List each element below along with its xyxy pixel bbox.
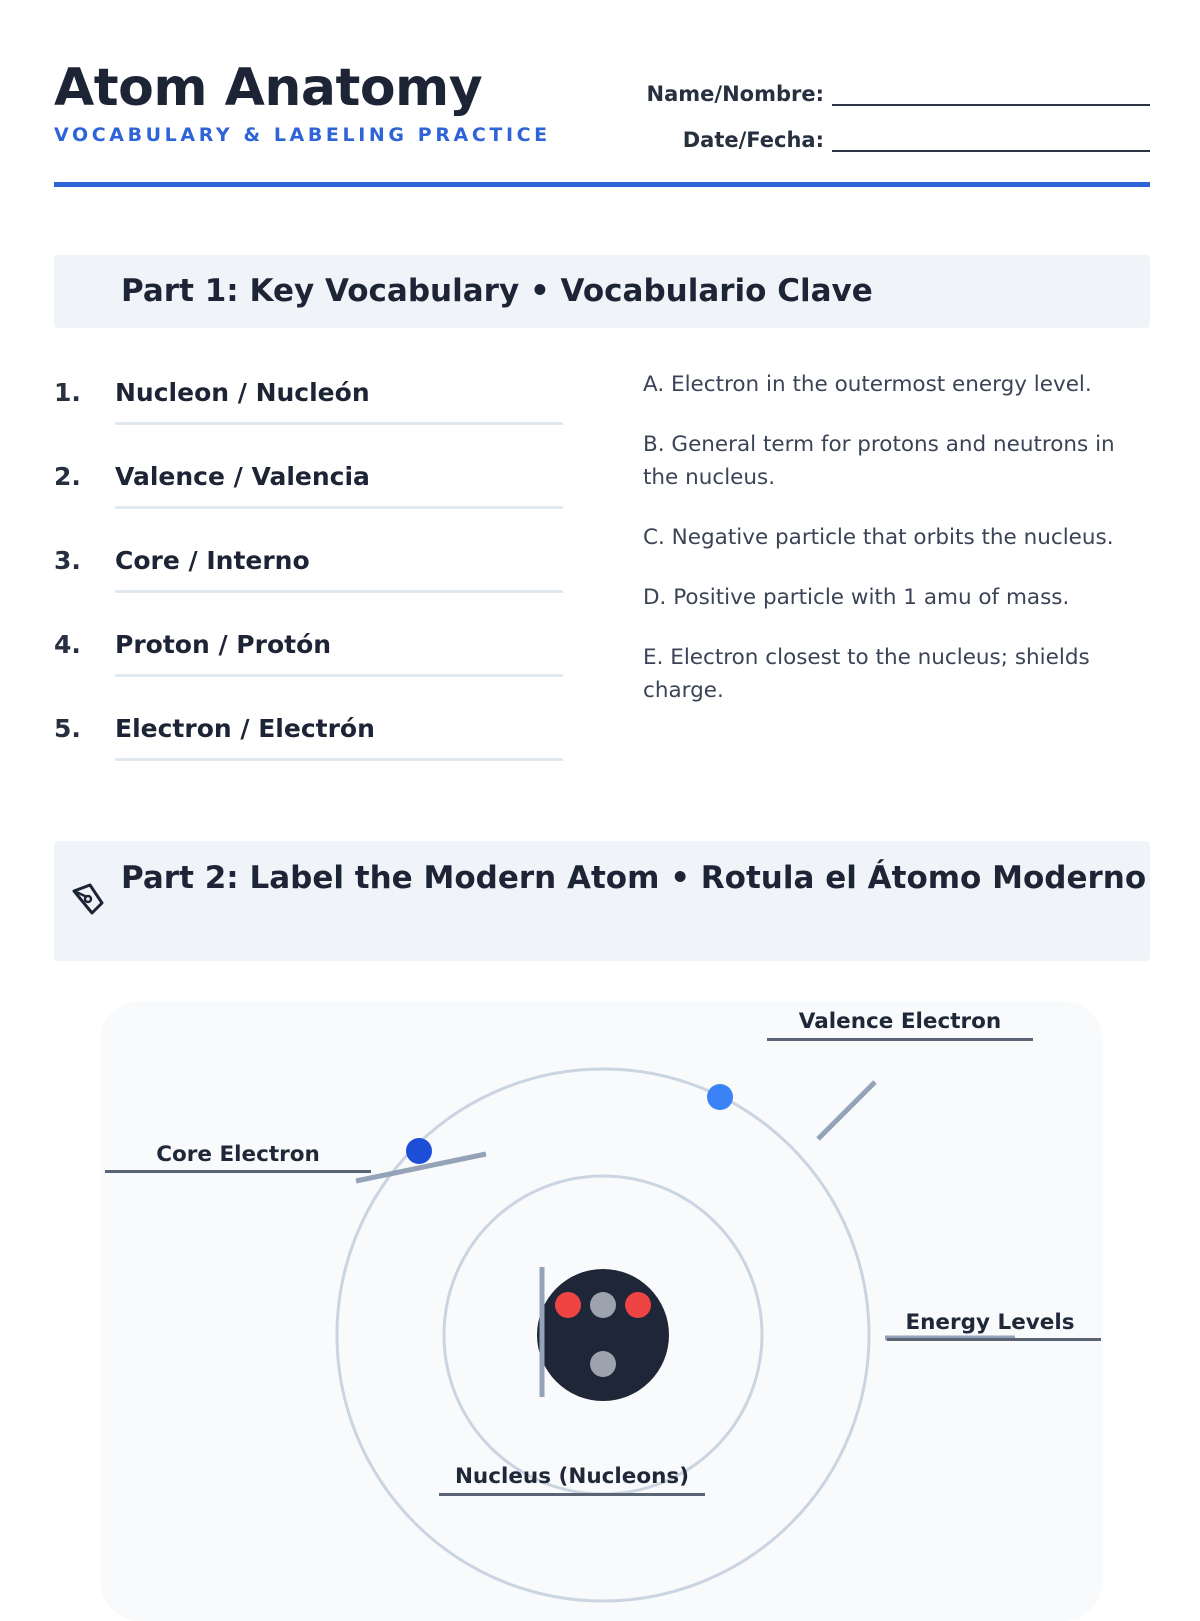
answer-line[interactable] bbox=[115, 422, 563, 425]
vocab-item bbox=[54, 456, 564, 540]
core-electron-label: Core Electron bbox=[156, 1142, 320, 1167]
vocab-item bbox=[54, 372, 564, 456]
neutron bbox=[590, 1351, 616, 1377]
definition-list bbox=[643, 368, 1153, 734]
proton bbox=[625, 1292, 651, 1318]
header-divider bbox=[54, 182, 1150, 187]
part2-heading: Part 2: Label the Modern Atom • Rotula el Átomo Moderno bbox=[121, 860, 1147, 896]
energy-label-line[interactable] bbox=[887, 1338, 1101, 1341]
page-title: Atom Anatomy bbox=[54, 58, 483, 118]
valence-pointer bbox=[818, 1082, 875, 1139]
definition-item: D. Positive particle with 1 amu of mass. bbox=[643, 585, 1070, 610]
vocab-number: 1. bbox=[54, 378, 81, 407]
core-electron bbox=[406, 1138, 432, 1164]
answer-line[interactable] bbox=[115, 590, 563, 593]
core-label-line[interactable] bbox=[105, 1170, 371, 1173]
answer-line[interactable] bbox=[115, 758, 563, 761]
page-subtitle: VOCABULARY & LABELING PRACTICE bbox=[54, 124, 551, 146]
vocab-number: 2. bbox=[54, 462, 81, 491]
vocab-term: Proton / Protón bbox=[115, 630, 332, 659]
worksheet-header bbox=[54, 58, 1150, 188]
vocab-item bbox=[54, 708, 564, 792]
part1-heading: Part 1: Key Vocabulary • Vocabulario Clave bbox=[121, 273, 873, 309]
vocab-number: 5. bbox=[54, 714, 81, 743]
proton bbox=[555, 1292, 581, 1318]
vocab-term: Valence / Valencia bbox=[115, 462, 370, 491]
vocab-list bbox=[54, 372, 564, 792]
name-blank-line[interactable] bbox=[832, 80, 1150, 106]
part2-header bbox=[54, 841, 1150, 961]
name-label: Name/Nombre: bbox=[646, 82, 824, 106]
vocab-term: Electron / Electrón bbox=[115, 714, 375, 743]
part1-header bbox=[54, 255, 1150, 328]
neutron bbox=[590, 1292, 616, 1318]
date-label: Date/Fecha: bbox=[682, 128, 824, 152]
vocab-term: Nucleon / Nucleón bbox=[115, 378, 370, 407]
nucleus-label-line[interactable] bbox=[439, 1493, 705, 1496]
nucleus-label: Nucleus (Nucleons) bbox=[454, 1464, 690, 1489]
vocab-number: 4. bbox=[54, 630, 81, 659]
definition-item: C. Negative particle that orbits the nucleus. bbox=[643, 525, 1114, 550]
vocab-item bbox=[54, 540, 564, 624]
vocab-term: Core / Interno bbox=[115, 546, 310, 575]
vocab-number: 3. bbox=[54, 546, 81, 575]
answer-line[interactable] bbox=[115, 506, 563, 509]
definition-item: E. Electron closest to the nucleus; shields charge. bbox=[643, 645, 1090, 703]
definition-item: A. Electron in the outermost energy level. bbox=[643, 372, 1092, 397]
valence-label-line[interactable] bbox=[767, 1038, 1033, 1041]
vocab-item bbox=[54, 624, 564, 708]
date-blank-line[interactable] bbox=[832, 126, 1150, 152]
date-field bbox=[683, 122, 1150, 152]
valence-electron bbox=[707, 1084, 733, 1110]
valence-electron-label: Valence Electron bbox=[798, 1009, 1002, 1034]
pen-nib-icon bbox=[68, 879, 108, 919]
name-field bbox=[647, 76, 1150, 106]
definition-item: B. General term for protons and neutrons in the nucleus. bbox=[643, 432, 1115, 490]
energy-levels-label: Energy Levels bbox=[905, 1310, 1075, 1335]
atom-diagram bbox=[100, 1001, 1103, 1621]
nucleus bbox=[537, 1269, 669, 1401]
answer-line[interactable] bbox=[115, 674, 563, 677]
